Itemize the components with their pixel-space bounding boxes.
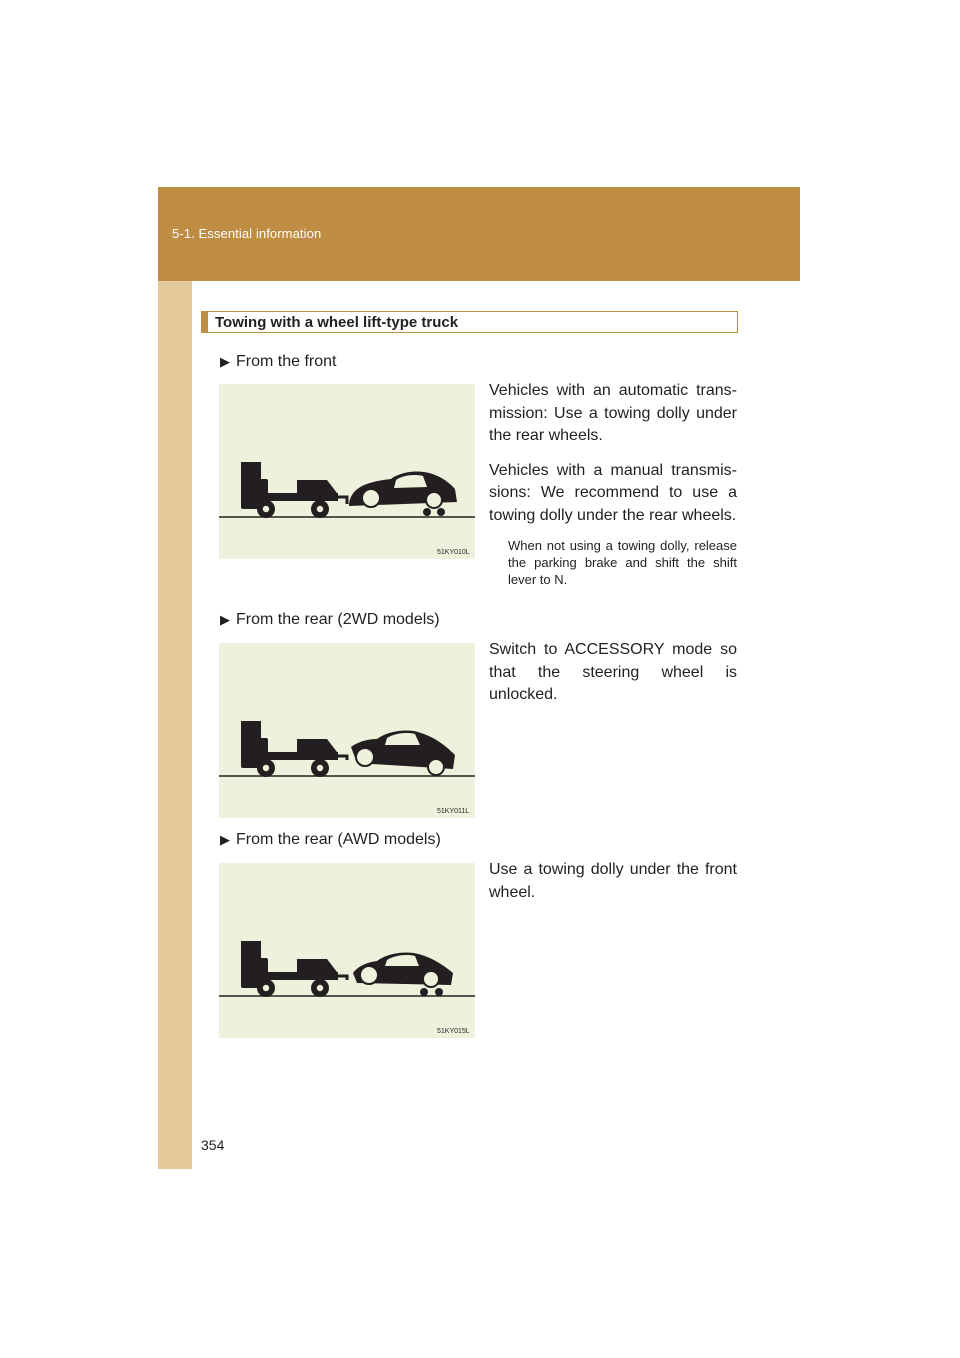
image-code: 51KY011L — [437, 808, 470, 815]
paragraph: Vehicles with a manual transmis-sions: We recommend to use a towing dolly under the rear wheels. — [489, 461, 737, 524]
section-body-rear-awd — [489, 859, 737, 916]
section-body-front — [489, 380, 737, 539]
section-heading-text: From the rear (2WD models) — [236, 611, 440, 628]
page-number: 354 — [201, 1137, 225, 1153]
side-strip — [158, 281, 192, 1169]
illustration-front — [219, 384, 475, 559]
paragraph: Use a towing dolly under the front wheel. — [489, 861, 737, 901]
section-heading-front — [220, 353, 336, 371]
section-heading-rear-2wd — [220, 611, 440, 629]
section-body-rear-2wd — [489, 639, 737, 719]
paragraph: Switch to ACCESSORY mode so that the steering wheel is unlocked. — [489, 641, 737, 703]
subheading: Towing with a wheel lift-type truck — [215, 314, 459, 331]
section-heading-text: From the front — [236, 353, 337, 370]
image-code: 51KY015L — [437, 1028, 470, 1035]
paragraph: Vehicles with an automatic trans-mission: Use a towing dolly under the rear wheels. — [489, 382, 737, 444]
section-title: 5-1. Essential information — [172, 226, 322, 241]
image-code: 51KY010L — [437, 549, 470, 556]
bullet-triangle-icon: ▶ — [220, 354, 230, 369]
bullet-triangle-icon: ▶ — [220, 832, 230, 847]
subheading-accent-bar — [202, 312, 208, 332]
illustration-rear-2wd — [219, 643, 475, 818]
bullet-triangle-icon: ▶ — [220, 612, 230, 627]
subheading-box — [201, 311, 738, 333]
section-heading-rear-awd — [220, 831, 441, 849]
illustration-rear-awd — [219, 863, 475, 1038]
section-heading-text: From the rear (AWD models) — [236, 831, 441, 848]
note-front: When not using a towing dolly, release the parking brake and shift the shift lever to N. — [508, 538, 737, 587]
